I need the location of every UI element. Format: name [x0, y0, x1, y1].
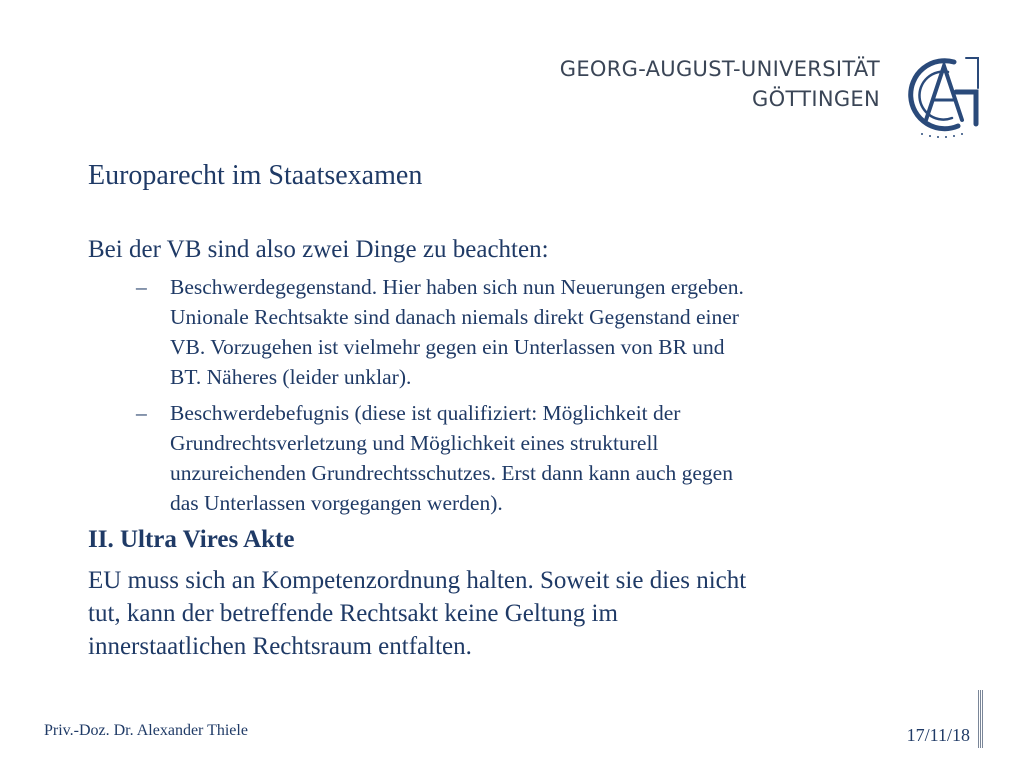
- intro-text: Bei der VB sind also zwei Dinge zu beachten:: [88, 236, 549, 263]
- footer-divider: [978, 690, 983, 748]
- university-name-line2: GÖTTINGEN: [752, 87, 880, 111]
- bullet-text-line: Beschwerdegegenstand. Hier haben sich nun Neuerungen ergeben.: [170, 275, 744, 299]
- paragraph-line: EU muss sich an Kompetenzordnung halten. Soweit sie dies nicht: [88, 567, 747, 594]
- body-paragraph: [88, 564, 948, 663]
- slide-content: [88, 234, 948, 663]
- bullet-text-line: BT. Näheres (leider unklar).: [170, 365, 412, 389]
- footer-date: 17/11/18: [906, 725, 970, 745]
- university-name-line1: GEORG-AUGUST-UNIVERSITÄT: [559, 57, 880, 81]
- bullet-text-line: Grundrechtsverletzung und Möglichkeit eines strukturell: [170, 431, 659, 455]
- bullet-text-line: Beschwerdebefugnis (diese ist qualifiziert: Möglichkeit der: [170, 401, 681, 425]
- bullet-text-line: unzureichenden Grundrechtsschutzes. Erst dann kann auch gegen: [170, 461, 733, 485]
- list-item: [136, 398, 948, 518]
- footer-author: Priv.-Doz. Dr. Alexander Thiele: [44, 722, 248, 739]
- university-name: [560, 54, 880, 114]
- paragraph-line: tut, kann der betreffende Rechtsakt keine Geltung im: [88, 600, 618, 627]
- bullet-list: [88, 272, 948, 518]
- slide-title: Europarecht im Staatsexamen: [88, 160, 423, 191]
- university-seal-icon: [896, 48, 988, 140]
- bullet-text-line: Unionale Rechtsakte sind danach niemals direkt Gegenstand einer: [170, 305, 739, 329]
- bullet-text-line: das Unterlassen vorgegangen werden).: [170, 491, 503, 515]
- dash-bullet-icon: –: [136, 401, 147, 425]
- paragraph-line: innerstaatlichen Rechtsraum entfalten.: [88, 633, 472, 660]
- bullet-text-line: VB. Vorzugehen ist vielmehr gegen ein Unterlassen von BR und: [170, 335, 725, 359]
- section-heading: II. Ultra Vires Akte: [88, 526, 295, 553]
- list-item: [136, 272, 948, 392]
- dash-bullet-icon: –: [136, 275, 147, 299]
